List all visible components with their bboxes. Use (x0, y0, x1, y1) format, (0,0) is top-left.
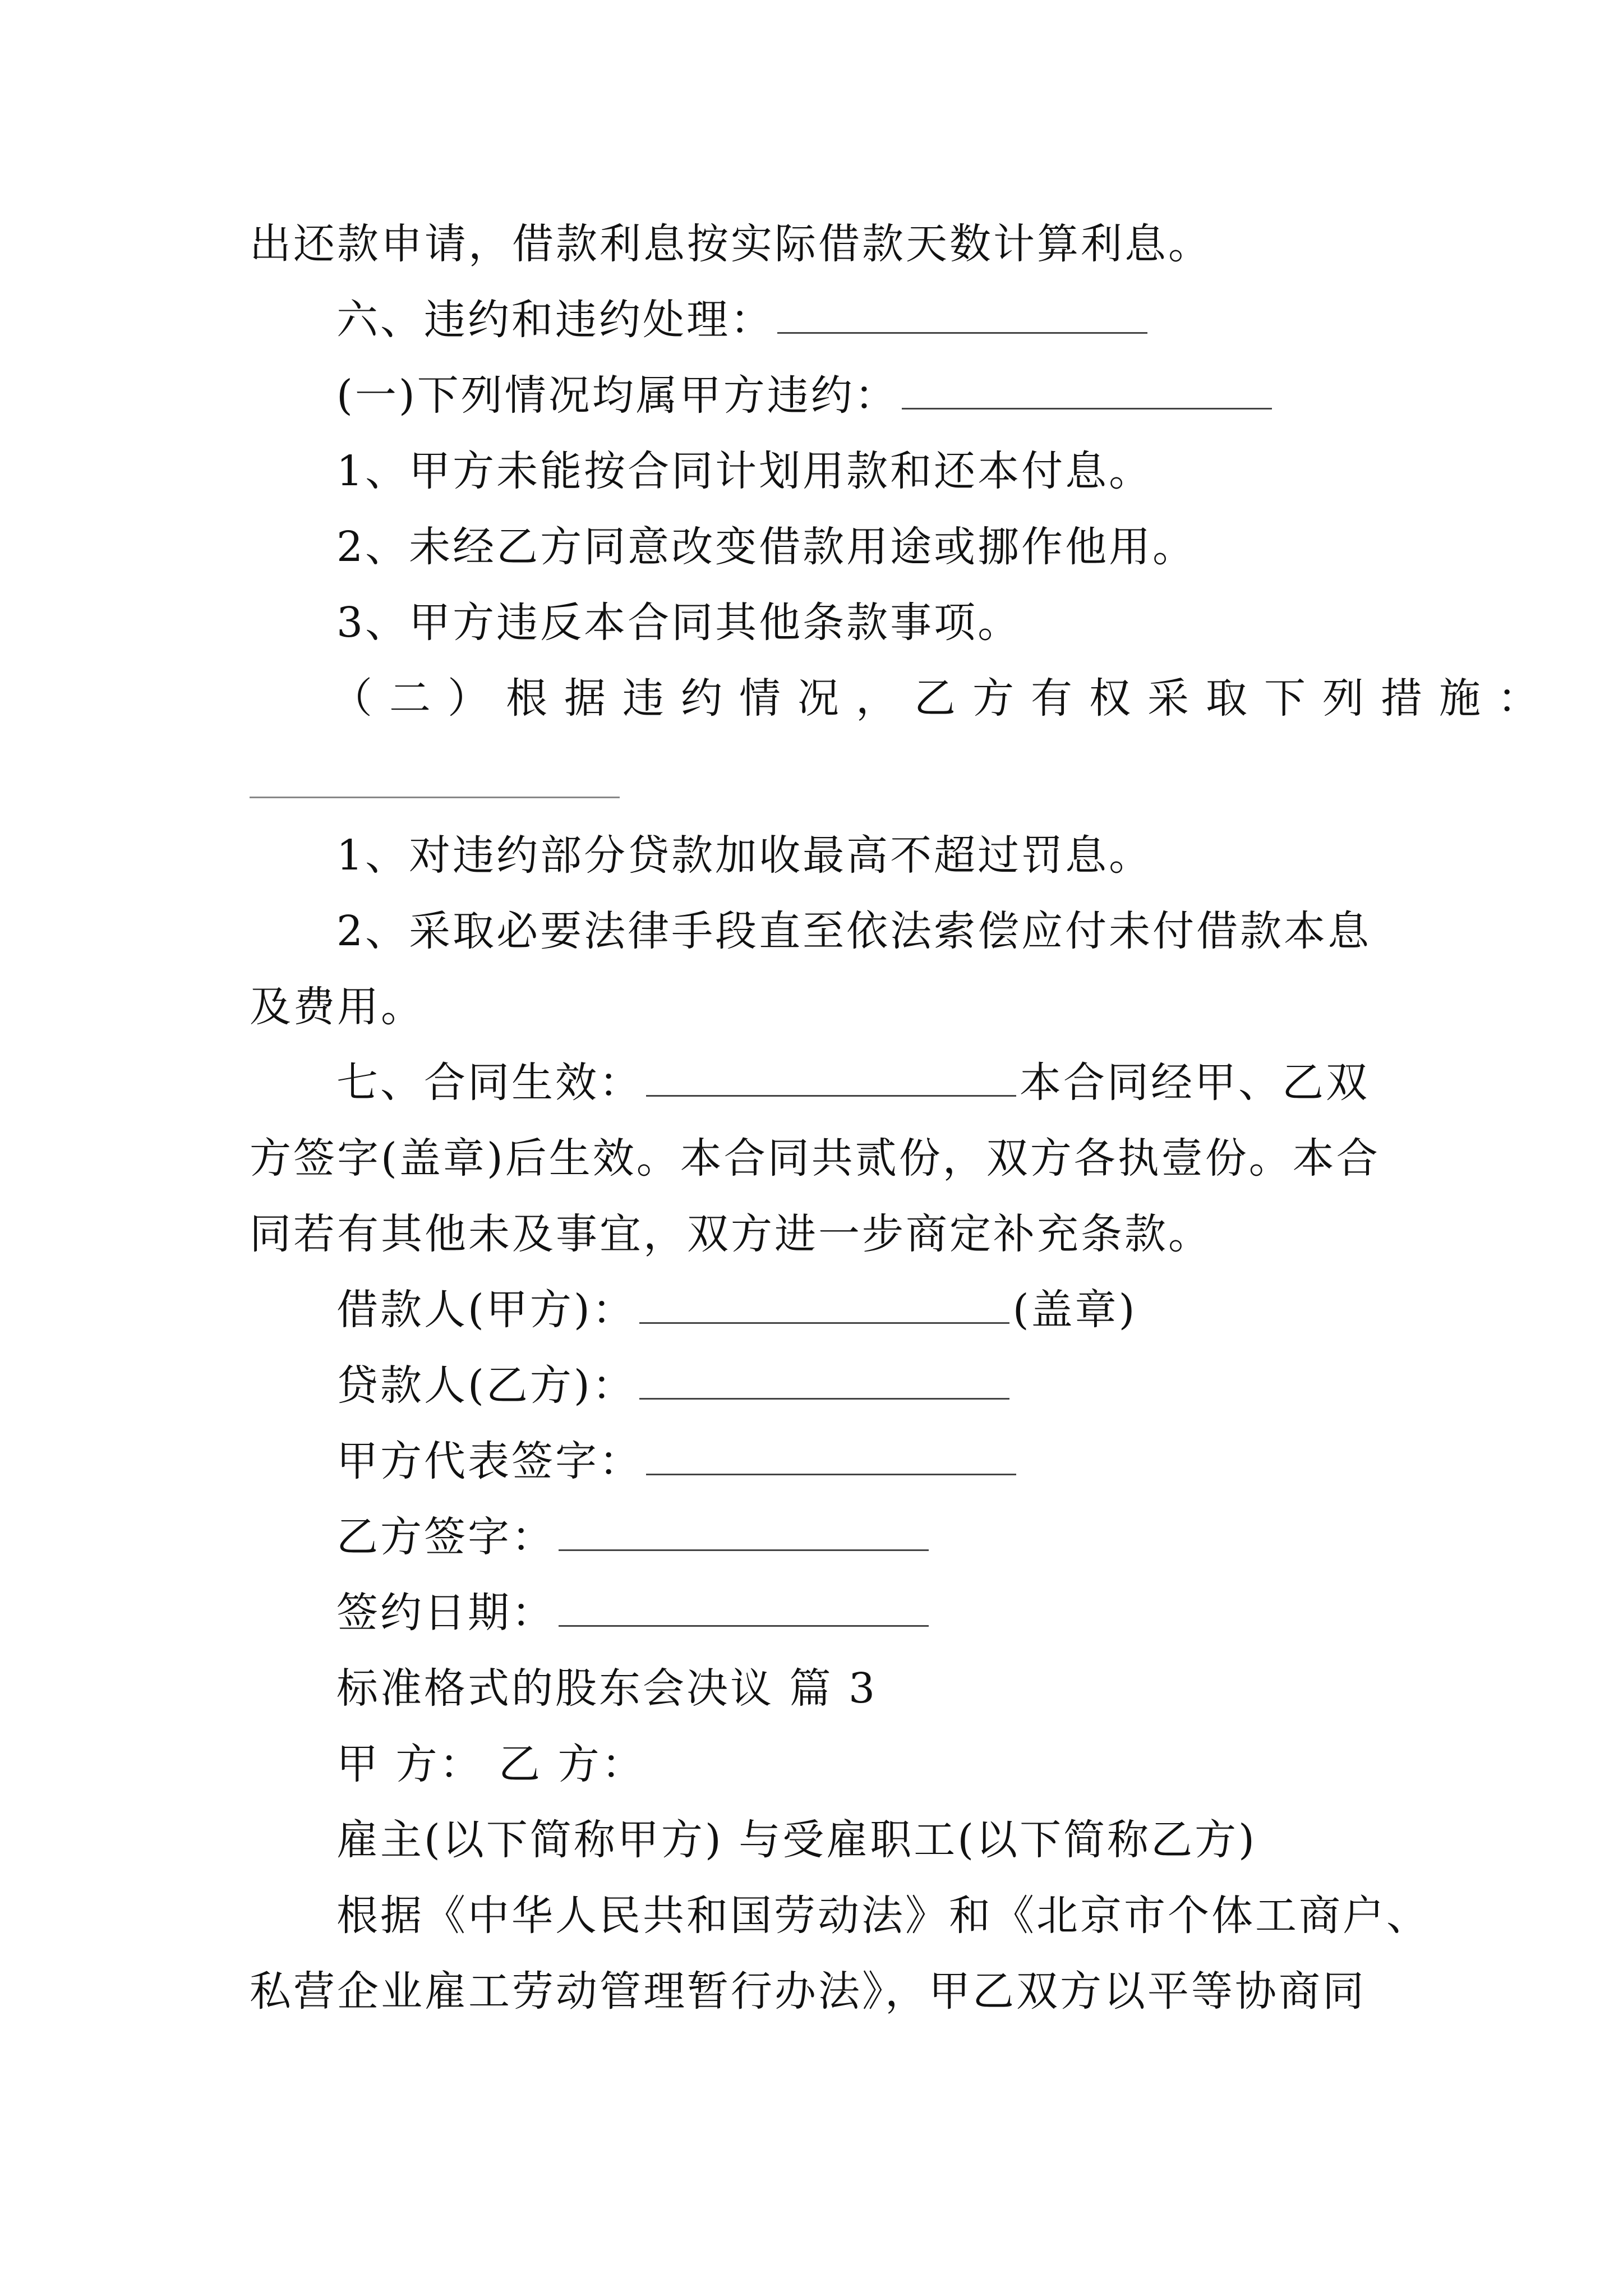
text-line-17: 乙方签字： (336, 1509, 932, 1565)
fill-in-blank[interactable] (639, 1363, 1009, 1400)
text-line-5: 2、未经乙方同意改变借款用途或挪作他用。 (336, 523, 1197, 571)
text-line-1: 出还款申请，借款利息按实际借款天数计算利息。 (250, 220, 1212, 268)
text-line-23: 私营企业雇工劳动管理暂行办法》，甲乙双方以平等协商同 (250, 1967, 1366, 2016)
text-line-2: 六、违约和违约处理： (336, 292, 1151, 348)
text-line-11: 七、合同生效： 本合同经甲、乙双 (336, 1059, 1370, 1107)
text-line-18: 签约日期： (336, 1585, 932, 1641)
text-line-10: 及费用。 (250, 983, 425, 1031)
text-line-21: 雇主(以下简称甲方) 与受雇职工(以下简称乙方) (336, 1816, 1257, 1864)
section-heading: 标准格式的股东会决议 篇 3 (336, 1664, 878, 1713)
fill-in-blank[interactable] (639, 1287, 1009, 1324)
text-line-13: 同若有其他未及事宜，双方进一步商定补充条款。 (250, 1210, 1212, 1258)
text-line-7: （二）根据违约情况，乙方有权采取下列措施： (331, 674, 1556, 723)
fill-in-blank[interactable] (646, 1439, 1016, 1475)
text-line-9: 2、采取必要法律手段直至依法索偿应付未付借款本息 (336, 907, 1372, 955)
text-line-4: 1、甲方未能按合同计划用款和还本付息。 (336, 447, 1153, 495)
text-line-3: (一)下列情况均属甲方违约： (336, 367, 1275, 424)
fill-in-blank[interactable] (902, 373, 1272, 409)
text-line-6: 3、甲方违反本合同其他条款事项。 (336, 599, 1022, 647)
fill-in-blank[interactable] (646, 1060, 1016, 1097)
text-line-20: 甲 方： 乙 方： (336, 1740, 645, 1788)
fill-in-blank[interactable] (250, 797, 620, 798)
fill-in-blank[interactable] (777, 297, 1147, 334)
text-line-12: 方签字(盖章)后生效。本合同共贰份，双方各执壹份。本合 (250, 1134, 1380, 1182)
text-line-16: 甲方代表签字： (336, 1433, 1020, 1489)
text-line-22: 根据《中华人民共和国劳动法》和《北京市个体工商户、 (336, 1892, 1430, 1940)
fill-in-blank[interactable] (559, 1515, 929, 1551)
text-line-15: 贷款人(乙方)： (336, 1358, 1013, 1414)
text-line-8: 1、对违约部分贷款加收最高不超过罚息。 (336, 831, 1153, 880)
text-line-14: 借款人(甲方)： (盖章) (336, 1286, 1137, 1334)
fill-in-blank[interactable] (559, 1590, 929, 1627)
